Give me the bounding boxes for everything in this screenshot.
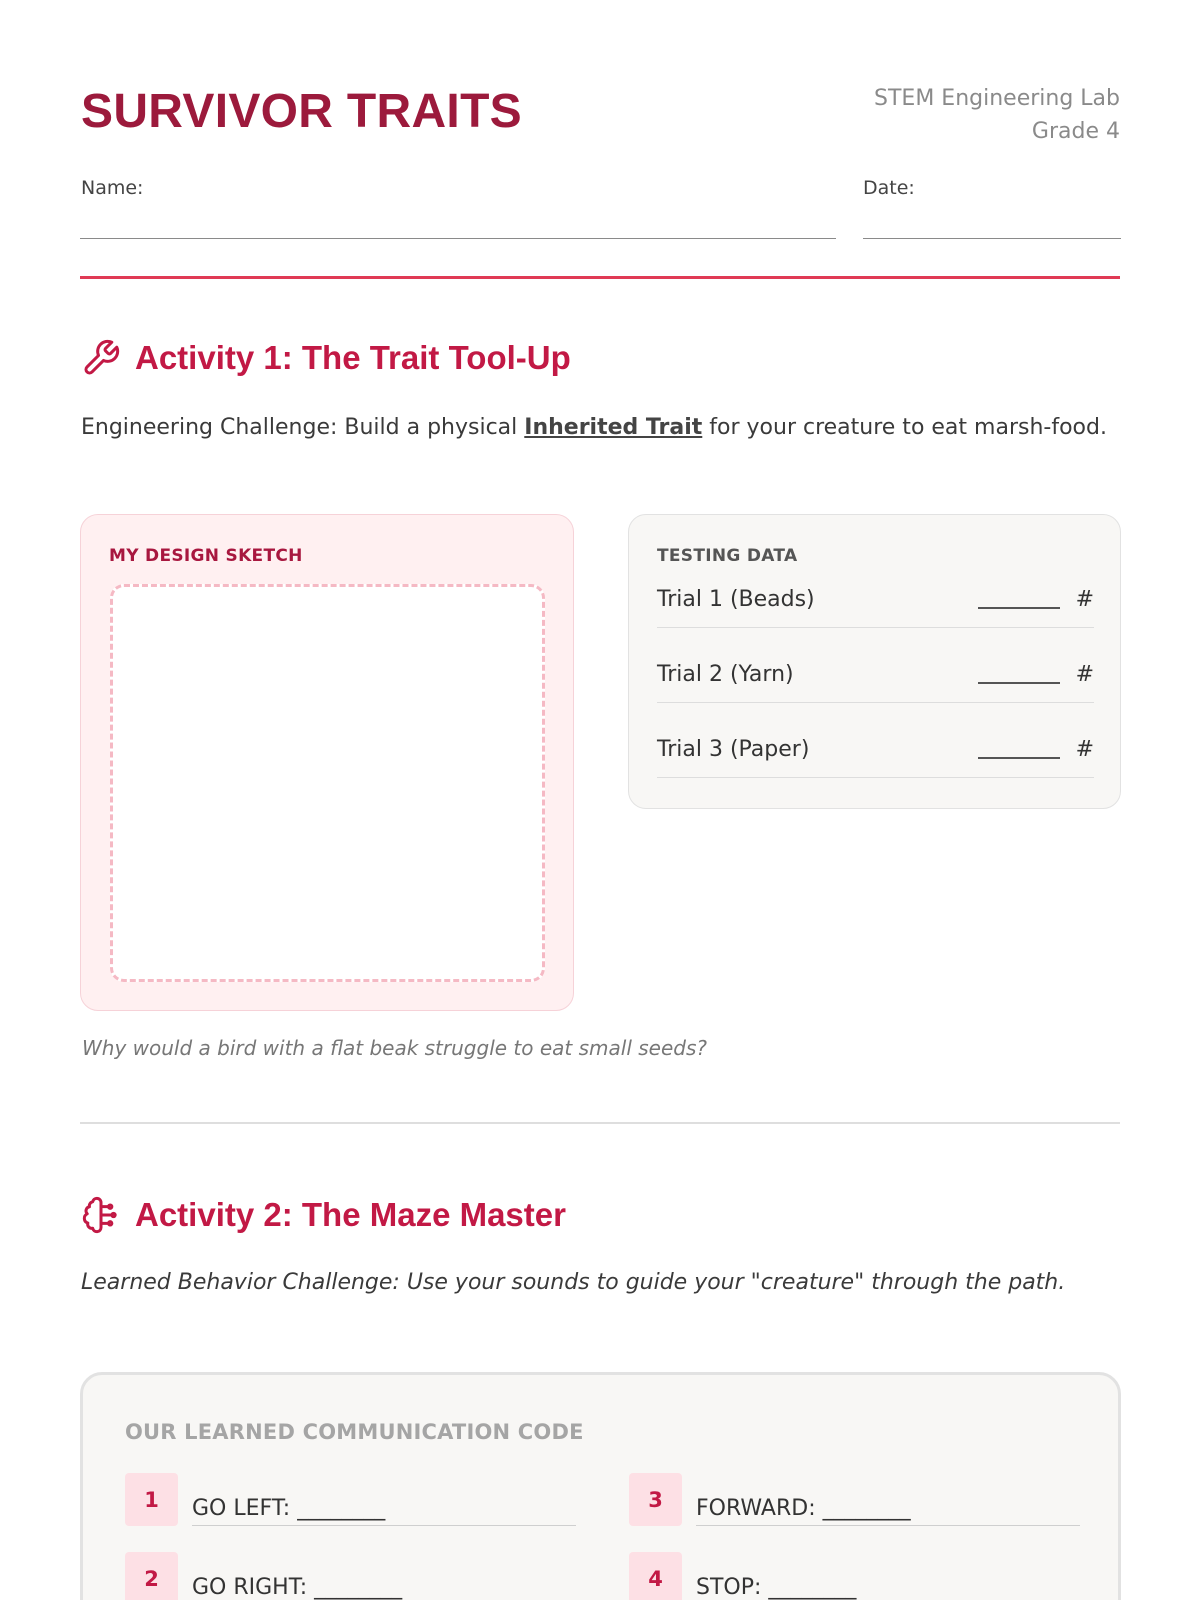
trial-label: Trial 2 (Yarn) xyxy=(657,662,794,687)
brain-icon xyxy=(81,1195,121,1235)
inherited-trait-keyword: Inherited Trait xyxy=(524,415,703,440)
grade-level: Grade 4 xyxy=(1031,119,1120,144)
code-entry-field[interactable]: STOP: ________ xyxy=(696,1575,1080,1600)
trial-label: Trial 3 (Paper) xyxy=(657,737,810,762)
sketch-drawing-area[interactable] xyxy=(110,584,545,982)
trial-result-field[interactable] xyxy=(978,607,1060,609)
trial-unit: # xyxy=(1075,662,1094,687)
header-meta xyxy=(874,82,1120,148)
activity1-heading xyxy=(81,338,571,378)
code-item xyxy=(125,1473,576,1526)
trial-label: Trial 1 (Beads) xyxy=(657,587,815,612)
code-item xyxy=(629,1473,1080,1526)
trial-result-field[interactable] xyxy=(978,682,1060,684)
sketch-label: MY DESIGN SKETCH xyxy=(109,546,303,566)
trial-result-field[interactable] xyxy=(978,757,1060,759)
code-number-badge: 1 xyxy=(125,1473,178,1526)
testing-data-label: TESTING DATA xyxy=(657,546,798,566)
lab-name: STEM Engineering Lab xyxy=(874,86,1120,111)
intro-text-start: Engineering Challenge: Build a physical xyxy=(81,415,525,440)
wrench-icon xyxy=(81,338,121,378)
code-item xyxy=(125,1552,576,1600)
activity2-title: Activity 2: The Maze Master xyxy=(135,1196,566,1233)
activity2-heading xyxy=(81,1195,566,1235)
communication-code-card xyxy=(80,1372,1121,1600)
trial-row xyxy=(657,722,1094,778)
code-entry-field[interactable]: GO RIGHT: ________ xyxy=(192,1575,576,1600)
code-number-badge: 4 xyxy=(629,1552,682,1600)
intro-text-end: for your creature to eat marsh-food. xyxy=(702,415,1107,440)
activity1-intro xyxy=(81,408,1121,448)
trial-row xyxy=(657,647,1094,703)
date-label: Date: xyxy=(863,177,915,199)
code-entry-field[interactable]: FORWARD: ________ xyxy=(696,1496,1080,1526)
code-number-badge: 2 xyxy=(125,1552,178,1600)
activity1-title: Activity 1: The Trait Tool-Up xyxy=(135,339,571,376)
code-item xyxy=(629,1552,1080,1600)
section-divider xyxy=(80,1122,1120,1124)
name-label: Name: xyxy=(81,177,144,199)
activity2-intro: Learned Behavior Challenge: Use your sounds to guide your "creature" through the path. xyxy=(81,1270,1066,1295)
trial-unit: # xyxy=(1075,737,1094,762)
trial-unit: # xyxy=(1075,587,1094,612)
date-field[interactable] xyxy=(863,238,1121,239)
design-sketch-card xyxy=(80,514,574,1011)
communication-code-label: OUR LEARNED COMMUNICATION CODE xyxy=(125,1420,584,1444)
code-entry-field[interactable]: GO LEFT: ________ xyxy=(192,1496,576,1526)
code-number-badge: 3 xyxy=(629,1473,682,1526)
trial-row xyxy=(657,572,1094,628)
header-divider xyxy=(80,276,1120,279)
testing-data-card xyxy=(628,514,1121,809)
name-field[interactable] xyxy=(80,238,836,239)
reflection-question: Why would a bird with a flat beak struggle to eat small seeds? xyxy=(82,1036,707,1060)
page-title: SURVIVOR TRAITS xyxy=(81,85,522,138)
